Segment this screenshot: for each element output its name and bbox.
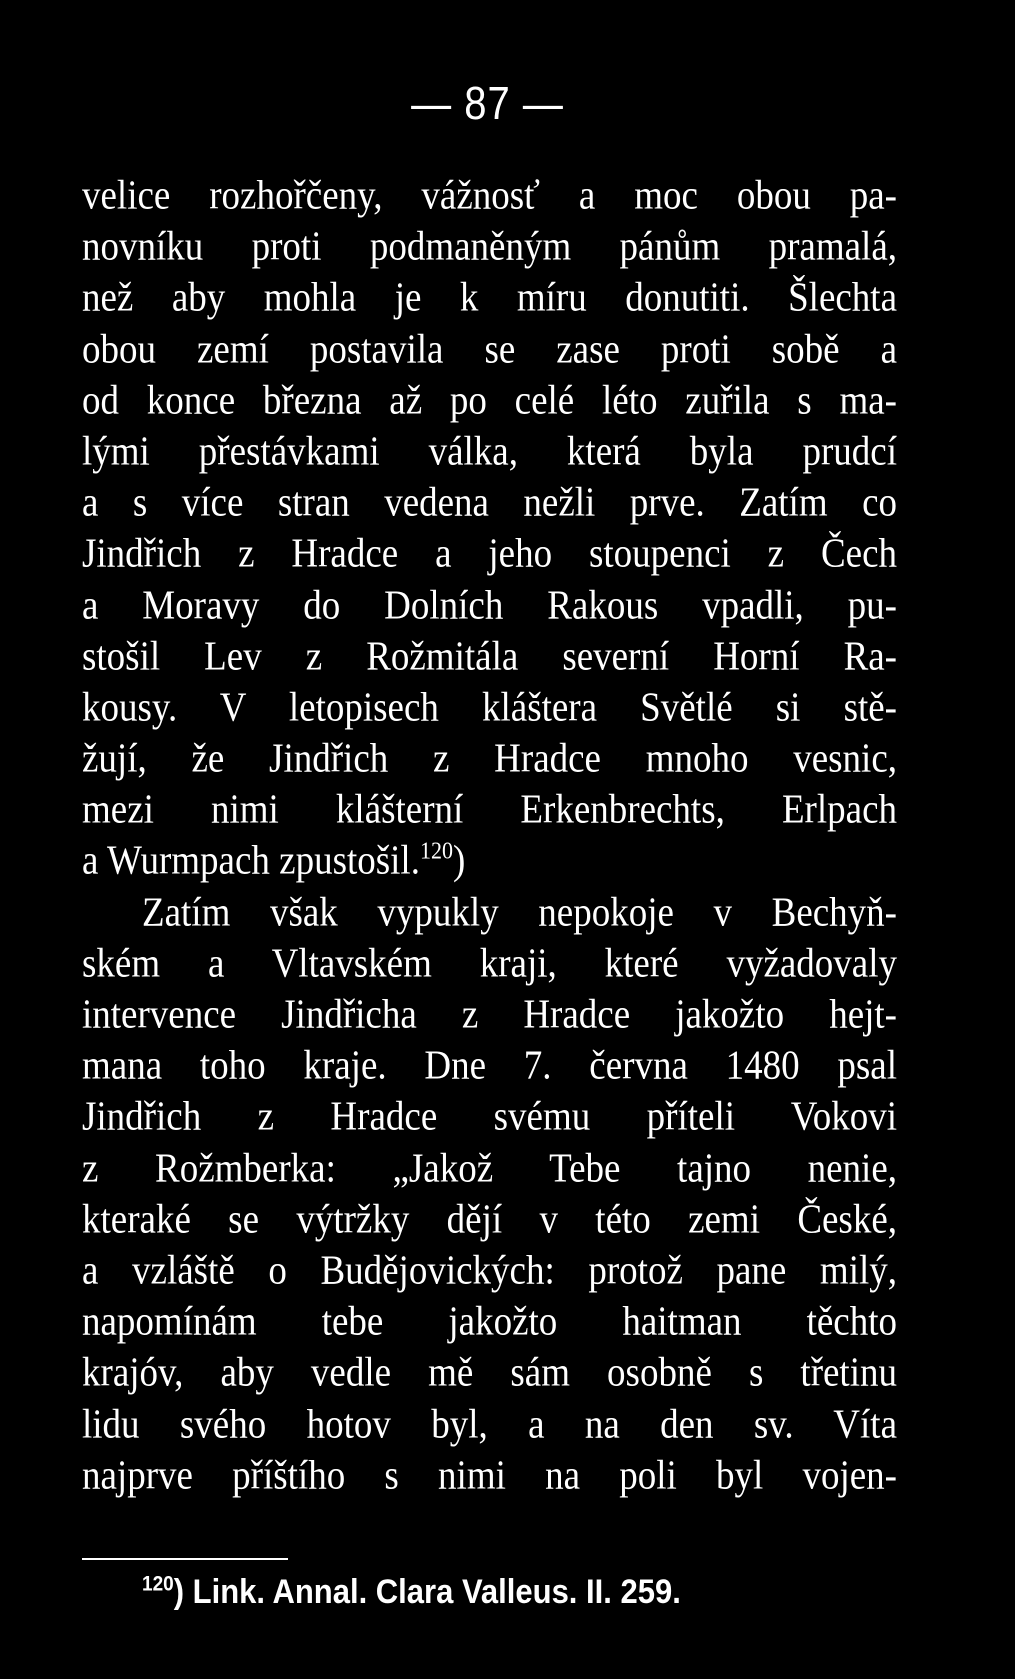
footnote-divider <box>82 1558 288 1560</box>
text-line: lými přestávkami válka, která byla prudcí <box>82 428 897 475</box>
text-line: kousy. V letopisech kláštera Světlé si stě- <box>82 684 897 731</box>
text-line: stošil Lev z Rožmitála severní Horní Ra- <box>82 633 897 680</box>
text-line: z Rožmberka: „Jakož Tebe tajno nenie, <box>82 1145 897 1192</box>
text-line: od konce března až po celé léto zuřila s ma- <box>82 377 897 424</box>
footnote-number: 120 <box>142 1572 174 1597</box>
text-line: a s více stran vedena nežli prve. Zatím co <box>82 479 897 526</box>
text-line: intervence Jindřicha z Hradce jakožto hejt- <box>82 991 897 1038</box>
text-line: a Moravy do Dolních Rakous vpadli, pu- <box>82 582 897 628</box>
footnote-reference: 120 <box>419 836 453 865</box>
text-line: než aby mohla je k míru donutiti. Šlechta <box>82 274 897 321</box>
body-text <box>82 170 897 1501</box>
footnote-text: Link. Annal. Clara Valleus. II. 259. <box>192 1572 681 1611</box>
text-line: najprve příštího s nimi na poli byl vojen- <box>82 1452 897 1499</box>
text-line-last <box>82 832 897 889</box>
text-line: Jindřich z Hradce a jeho stoupenci z Čech <box>82 530 897 577</box>
text-line: žují, že Jindřich z Hradce mnoho vesnic, <box>82 735 897 782</box>
text-line-content: a Wurmpach zpustošil. <box>82 837 420 884</box>
text-line: novníku proti podmaněným pánům pramalá, <box>82 223 897 270</box>
page-number: — 87 — <box>411 78 564 130</box>
text-line: mezi nimi klášterní Erkenbrechts, Erlpach <box>82 786 897 833</box>
text-line: napomínám tebe jakožto haitman těchto <box>82 1298 897 1345</box>
footnote-number-paren: ) <box>173 1572 185 1611</box>
text-line: krajóv, aby vedle mě sám osobně s třetinu <box>82 1349 897 1396</box>
text-line: ském a Vltavském kraji, které vyžadovaly <box>82 940 897 987</box>
footnote <box>142 1570 681 1614</box>
text-line-indented: Zatím však vypukly nepokoje v Bechyň- <box>142 889 897 936</box>
text-line: a vzláště o Budějovických: protož pane milý, <box>82 1247 897 1294</box>
text-line: lidu svého hotov byl, a na den sv. Víta <box>82 1401 897 1447</box>
text-line: Jindřich z Hradce svému příteli Vokovi <box>82 1093 897 1140</box>
footnote-reference-paren: ) <box>452 837 466 884</box>
text-line: obou zemí postavila se zase proti sobě a <box>82 326 897 373</box>
text-line: velice rozhořčeny, vážnosť a moc obou pa- <box>82 172 897 219</box>
text-line: kteraké se výtržky dějí v této zemi České, <box>82 1196 897 1243</box>
text-line: mana toho kraje. Dne 7. června 1480 psal <box>82 1042 897 1089</box>
